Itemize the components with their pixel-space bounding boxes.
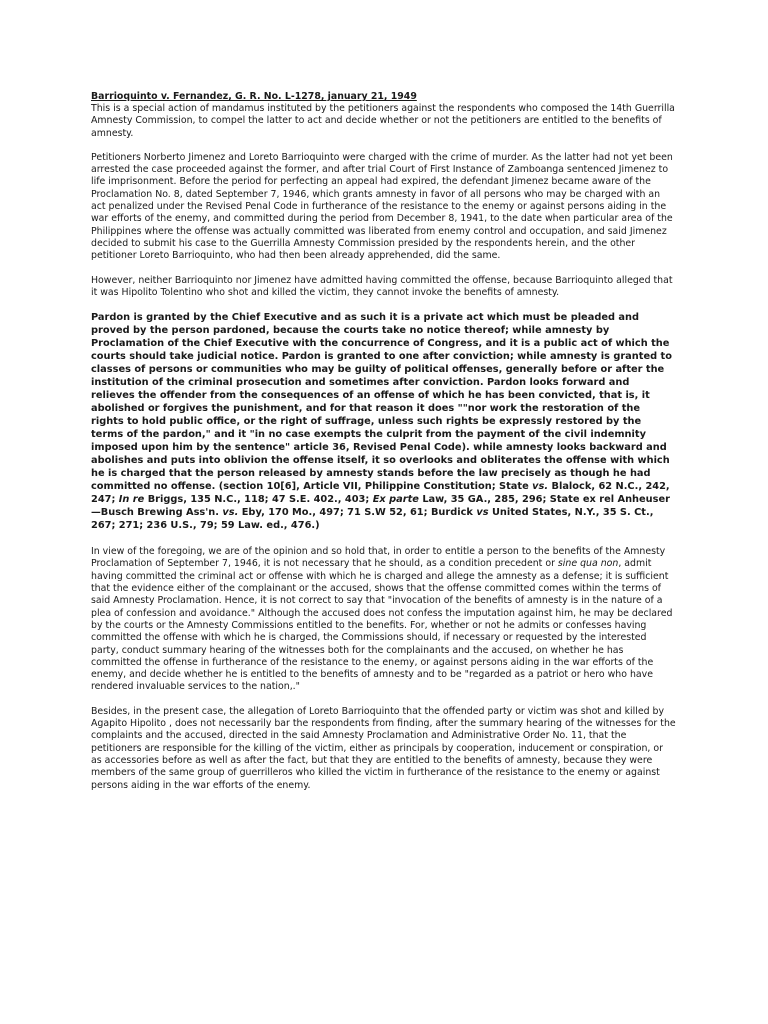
paragraph-intro: This is a special action of mandamus instituted by the petitioners against the respondents who composed the 14th Guerrilla Amnesty Commission, to compel the latter to act and decide whether or not the petitioners are entitled to the benefits of amnesty. [91,103,675,139]
paragraph-facts: Petitioners Norberto Jimenez and Loreto Barrioquinto were charged with the crime of murder. As the latter had not yet been arrested the case proceeded against the former, and after trial Court of First Instance of Zamboanga sentenced Jimenez to life imprisonment. Before the period for perfecting an appeal had expired, the defendant Jimenez became aware of the Proclamation No. 8, dated September 7, 1946, which grants amnesty in favor of all persons who may be charged with an act penalized under the Revised Penal Code in furtherance of the resistance to the enemy or against persons aiding in the war efforts of the enemy, and committed during the period from December 8, 1941, to the date when particular area of the Philippines where the offense was actually committed was liberated from enemy control and occupation, and said Jimenez decided to submit his case to the Guerrilla Amnesty Commission presided by the respondents herein, and the other petitioner Loreto Barrioquinto, who had then been already apprehended, did the same. [91,151,673,262]
text-run: Law, 35 GA., 285, 296; State ex rel Anheuser—Busch Brewing Ass'n. [91,494,670,519]
paragraph-holding [91,546,676,694]
italic-run: vs. [532,481,549,493]
text-run: Blalock, 62 N.C., 242, 247; [91,481,670,506]
text-run: Briggs, 135 N.C., 118; 47 S.E. 402., 403; [144,494,373,506]
paragraph-conclusion: Besides, in the present case, the allegation of Loreto Barrioquinto that the offended party or victim was shot and killed by Agapito Hipolito , does not necessarily bar the respondents from finding, after the summary hearing of the witnesses for the complaints and the accused, directed in the said Amnesty Proclamation and Administrative Order No. 11, that the petitioners are responsible for the killing of the victim, either as principals by cooperation, inducement or conspiration, or as accessories before as well as after the fact, but that they are entitled to the benefits of amnesty, because they were members of the same group of guerrilleros who killed the victim in furtherance of the resistance to the enemy or against persons aiding in the war efforts of the enemy. [91,705,676,791]
text-run: In view of the foregoing, we are of the opinion and so hold that, in order to entitle a person to the benefits of the Amnesty Proclamation of September 7, 1946, it is not necessary that he should, as a condition precedent or [91,546,666,570]
italic-run: vs. [222,507,239,519]
paragraph-pardon-vs-amnesty [91,311,676,532]
text-run: Eby, 170 Mo., 497; 71 S.W 52, 61; Burdick [238,507,477,519]
text-run: , admit having committed the criminal act or offense with which he is charged and allege the amnesty as a defense; it is sufficient that the evidence either of the complainant or the accused, shows that the offense committed comes within the terms of said Amnesty Proclamation. Hence, it is not correct to say that "invocation of the benefits of amnesty is in the nature of a plea of confession and avoidance." Although the accused does not confess the imputation against him, he may be declared by the courts or the Amnesty Commissions entitled to the benefits. For, whether or not he admits or confesses having committed the offense with which he is charged, the Commissions should, if necessary or requested by the interested party, conduct summary hearing of the witnesses both for the complainants and the accused, on whether he has committed the offense in furtherance of the resistance to the enemy, or against persons aiding in the war efforts of the enemy, and decide whether he is entitled to the benefits of amnesty and to be "regarded as a patriot or hero who have rendered invaluable services to the nation,." [91,558,673,693]
case-title: Barrioquinto v. Fernandez, G. R. No. L-1278, january 21, 1949 [91,91,417,102]
italic-run: In re [118,494,145,506]
text-run: Pardon is granted by the Chief Executive and as such it is a private act which must be pleaded and proved by the person pardoned, because the courts take no notice thereof; while amnesty by Proclamation of the Chief Executive with the concurrence of Congress, and it is a public act of which the courts should take judicial notice. Pardon is granted to one after conviction; while amnesty is granted to classes of persons or communities who may be guilty of political offenses, generally before or after the institution of the criminal prosecution and sometimes after conviction. Pardon looks forward and relieves the offender from the consequences of an offense of which he has been convicted, that is, it abolished or forgives the punishment, and for that reason it does ""nor work the restoration of the rights to hold public office, or the right of suffrage, unless such rights be expressly restored by the terms of the pardon," and it "in no case exempts the culprit from the payment of the civil indemnity imposed upon him by the sentence" article 36, Revised Penal Code). while amnesty looks backward and abolishes and puts into oblivion the offense itself, it so overlooks and obliterates the offense with which he is charged that the person released by amnesty stands before the law precisely as though he had committed no offense. (section 10[6], Article VII, Philippine Constitution; State [91,312,672,493]
italic-run: vs [476,507,489,519]
italic-run: sine qua non [557,558,619,570]
text-run: United States, N.Y., 35 S. Ct., 267; 271; 236 U.S., 79; 59 Law. ed., 476.) [91,507,654,532]
italic-run: Ex parte [372,494,419,506]
paragraph-issue: However, neither Barrioquinto nor Jimenez have admitted having committed the offense, because Barrioquinto alleged that it was Hipolito Tolentino who shot and killed the victim, they cannot invoke the benefits of amnesty. [91,274,673,298]
